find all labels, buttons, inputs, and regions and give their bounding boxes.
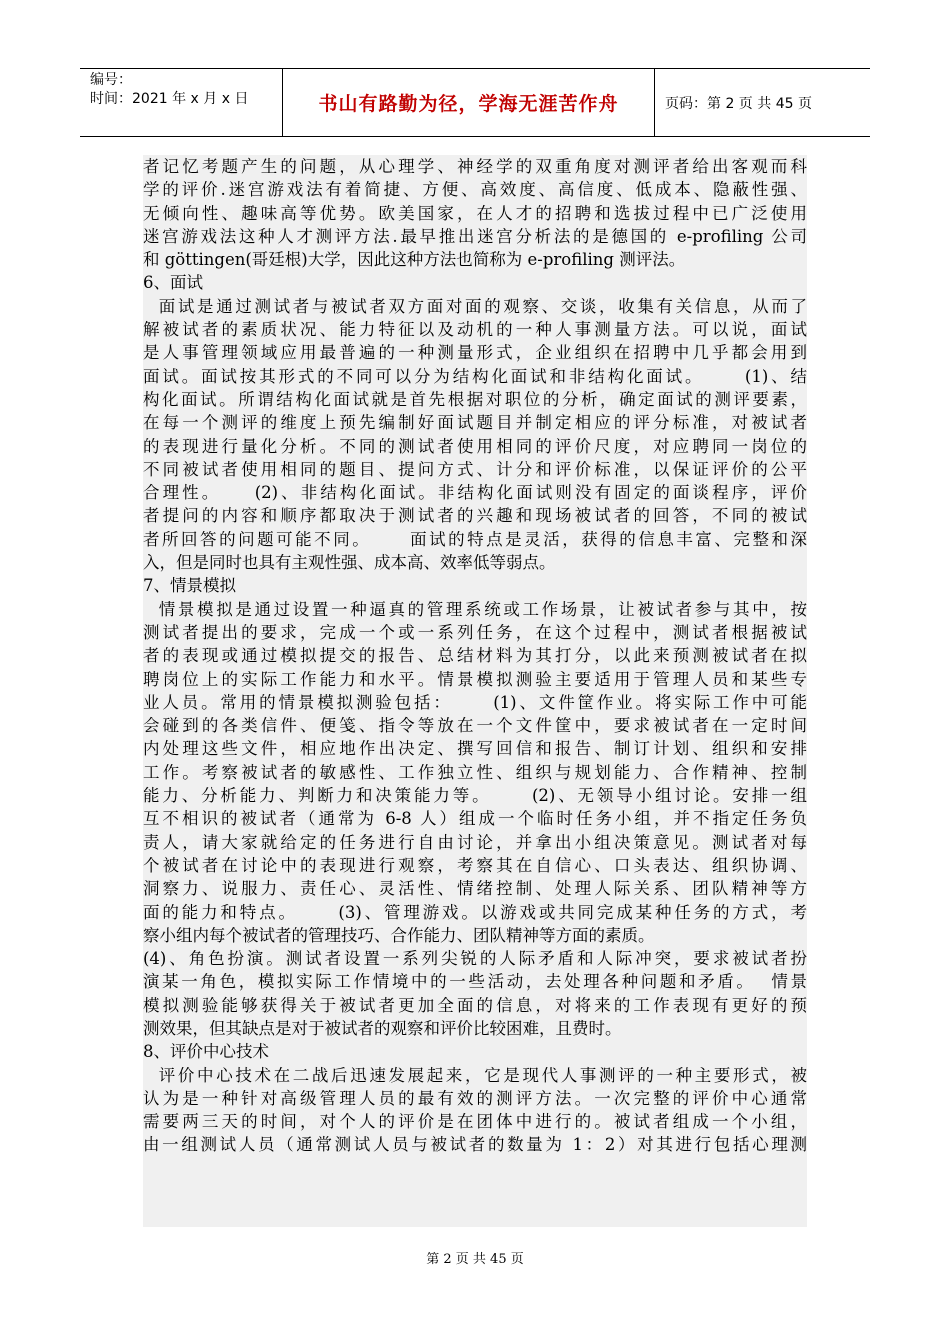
body-text-line: 测试者提出的要求，完成一个或一系列任务，在这个过程中，测试者根据被试 [143, 622, 807, 642]
body-text-line: 无倾向性、趣味高等优势。欧美国家，在人才的招聘和选拔过程中已广泛使用 [143, 203, 807, 223]
body-text-line: 演某一角色，模拟实际工作情境中的一些活动，去处理各种问题和矛盾。 情景 [143, 972, 807, 992]
page-footer: 第 2 页 共 45 页 [426, 1252, 524, 1267]
body-text-line: 面的能力和特点。 (3)、管理游戏。以游戏或共同完成某种任务的方式，考 [143, 902, 807, 922]
body-text-line: 会碰到的各类信件、便笺、指令等放在一个文件筐中，要求被试者在一定时间 [143, 716, 807, 736]
body-text-line: 个被试者在讨论中的表现进行观察，考察其在自信心、口头表达、组织协调、 [143, 855, 807, 875]
document-time-label: 时间：2021 年 x 月 x 日 [90, 91, 249, 107]
body-text-line: 责人，请大家就给定的任务进行自由讨论，并拿出小组决策意见。测试者对每 [143, 832, 807, 852]
body-text-line: 者所回答的问题可能不同。 面试的特点是灵活，获得的信息丰富、完整和深 [143, 529, 807, 549]
body-text-line: 聘岗位上的实际工作能力和水平。情景模拟测验主要适用于管理人员和某些专 [143, 669, 807, 689]
body-text-line: 构化面试。所谓结构化面试就是首先根据对职位的分析，确定面试的测评要素， [143, 389, 807, 409]
body-text-line: 学的评价.迷宫游戏法有着简捷、方便、高效度、高信度、低成本、隐蔽性强、 [143, 180, 807, 200]
document-body [143, 155, 807, 1227]
body-text-line: 者记忆考题产生的问题，从心理学、神经学的双重角度对测评者给出客观而科 [143, 157, 807, 176]
body-text-line: 在每一个测评的维度上预先编制好面试题目并制定相应的评分标准，对被试者 [143, 413, 807, 433]
body-text-line: (4)、角色扮演。测试者设置一系列尖锐的人际矛盾和人际冲突，要求被试者扮 [143, 949, 807, 969]
body-text-line: 工作。考察被试者的敏感性、工作独立性、组织与规划能力、合作精神、控制 [143, 762, 807, 782]
body-text-line: 的表现进行量化分析。不同的测试者使用相同的评价尺度，对应聘同一岗位的 [143, 436, 807, 456]
body-text-line: 者的表现或通过模拟提交的报告、总结材料为其打分，以此来预测被试者在拟 [143, 646, 807, 666]
section-heading: 7、情景模拟 [143, 576, 236, 596]
body-text-line: 合理性。 (2)、非结构化面试。非结构化面试则没有固定的面谈程序，评价 [143, 483, 807, 503]
body-text-line: 和 göttingen(哥廷根)大学，因此这种方法也简称为 e-profiling 测评法。 [143, 250, 686, 270]
page-header [80, 68, 870, 137]
section-heading: 6、面试 [143, 273, 203, 293]
body-text-line: 需要两三天的时间，对个人的评价是在团体中进行的。被试者组成一个小组， [143, 1112, 807, 1132]
body-text-line: 认为是一种针对高级管理人员的最有效的测评方法。一次完整的评价中心通常 [143, 1088, 807, 1108]
body-text-line: 业人员。常用的情景模拟测验包括： (1)、文件筐作业。将实际工作中可能 [143, 692, 807, 712]
body-text-line: 内处理这些文件，相应地作出决定、撰写回信和报告、制订计划、组织和安排 [143, 739, 807, 759]
body-text-line: 迷宫游戏法这种人才测评方法.最早推出迷宫分析法的是德国的 e-profiling 公司 [143, 226, 807, 246]
body-text-line: 是人事管理领域应用最普遍的一种测量形式，企业组织在招聘中几乎都会用到 [143, 343, 807, 363]
body-text-line: 情景模拟是通过设置一种逼真的管理系统或工作场景，让被试者参与其中，按 [143, 599, 807, 619]
section-heading: 8、评价中心技术 [143, 1042, 269, 1062]
body-text-line: 察小组内每个被试者的管理技巧、合作能力、团队精神等方面的素质。 [143, 925, 655, 945]
body-text-line: 评价中心技术在二战后迅速发展起来，它是现代人事测评的一种主要形式，被 [143, 1065, 807, 1085]
body-text-line: 面试。面试按其形式的不同可以分为结构化面试和非结构化面试。 (1)、结 [143, 366, 807, 386]
header-motto: 书山有路勤为径，学海无涯苦作舟 [283, 69, 655, 136]
header-meta [80, 69, 283, 136]
body-text-line: 不同被试者使用相同的题目、提问方式、计分和评价标准，以保证评价的公平 [143, 459, 807, 479]
body-text-line: 解被试者的素质状况、能力特征以及动机的一种人事测量方法。可以说，面试 [143, 320, 807, 340]
body-text-line: 入，但是同时也具有主观性强、成本高、效率低等弱点。 [143, 553, 556, 573]
document-number-label: 编号： [90, 72, 132, 88]
body-text-line: 由一组测试人员（通常测试人员与被试者的数量为 1：2）对其进行包括心理测 [143, 1135, 807, 1155]
body-text-line: 面试是通过测试者与被试者双方面对面的观察、交谈，收集有关信息，从而了 [143, 296, 807, 316]
body-text-line: 能力、分析能力、判断力和决策能力等。 (2)、无领导小组讨论。安排一组 [143, 786, 807, 806]
body-text-line: 互不相识的被试者（通常为 6-8 人）组成一个临时任务小组，并不指定任务负 [143, 809, 807, 829]
header-page-label: 页码：第 2 页 共 45 页 [665, 95, 812, 112]
body-text-line: 者提问的内容和顺序都取决于测试者的兴趣和现场被试者的回答，不同的被试 [143, 506, 807, 526]
body-text-line: 模拟测验能够获得关于被试者更加全面的信息，对将来的工作表现有更好的预 [143, 995, 807, 1015]
body-text-line: 测效果，但其缺点是对于被试者的观察和评价比较困难，且费时。 [143, 1018, 622, 1038]
body-text-line: 洞察力、说服力、责任心、灵活性、情绪控制、处理人际关系、团队精神等方 [143, 879, 807, 899]
